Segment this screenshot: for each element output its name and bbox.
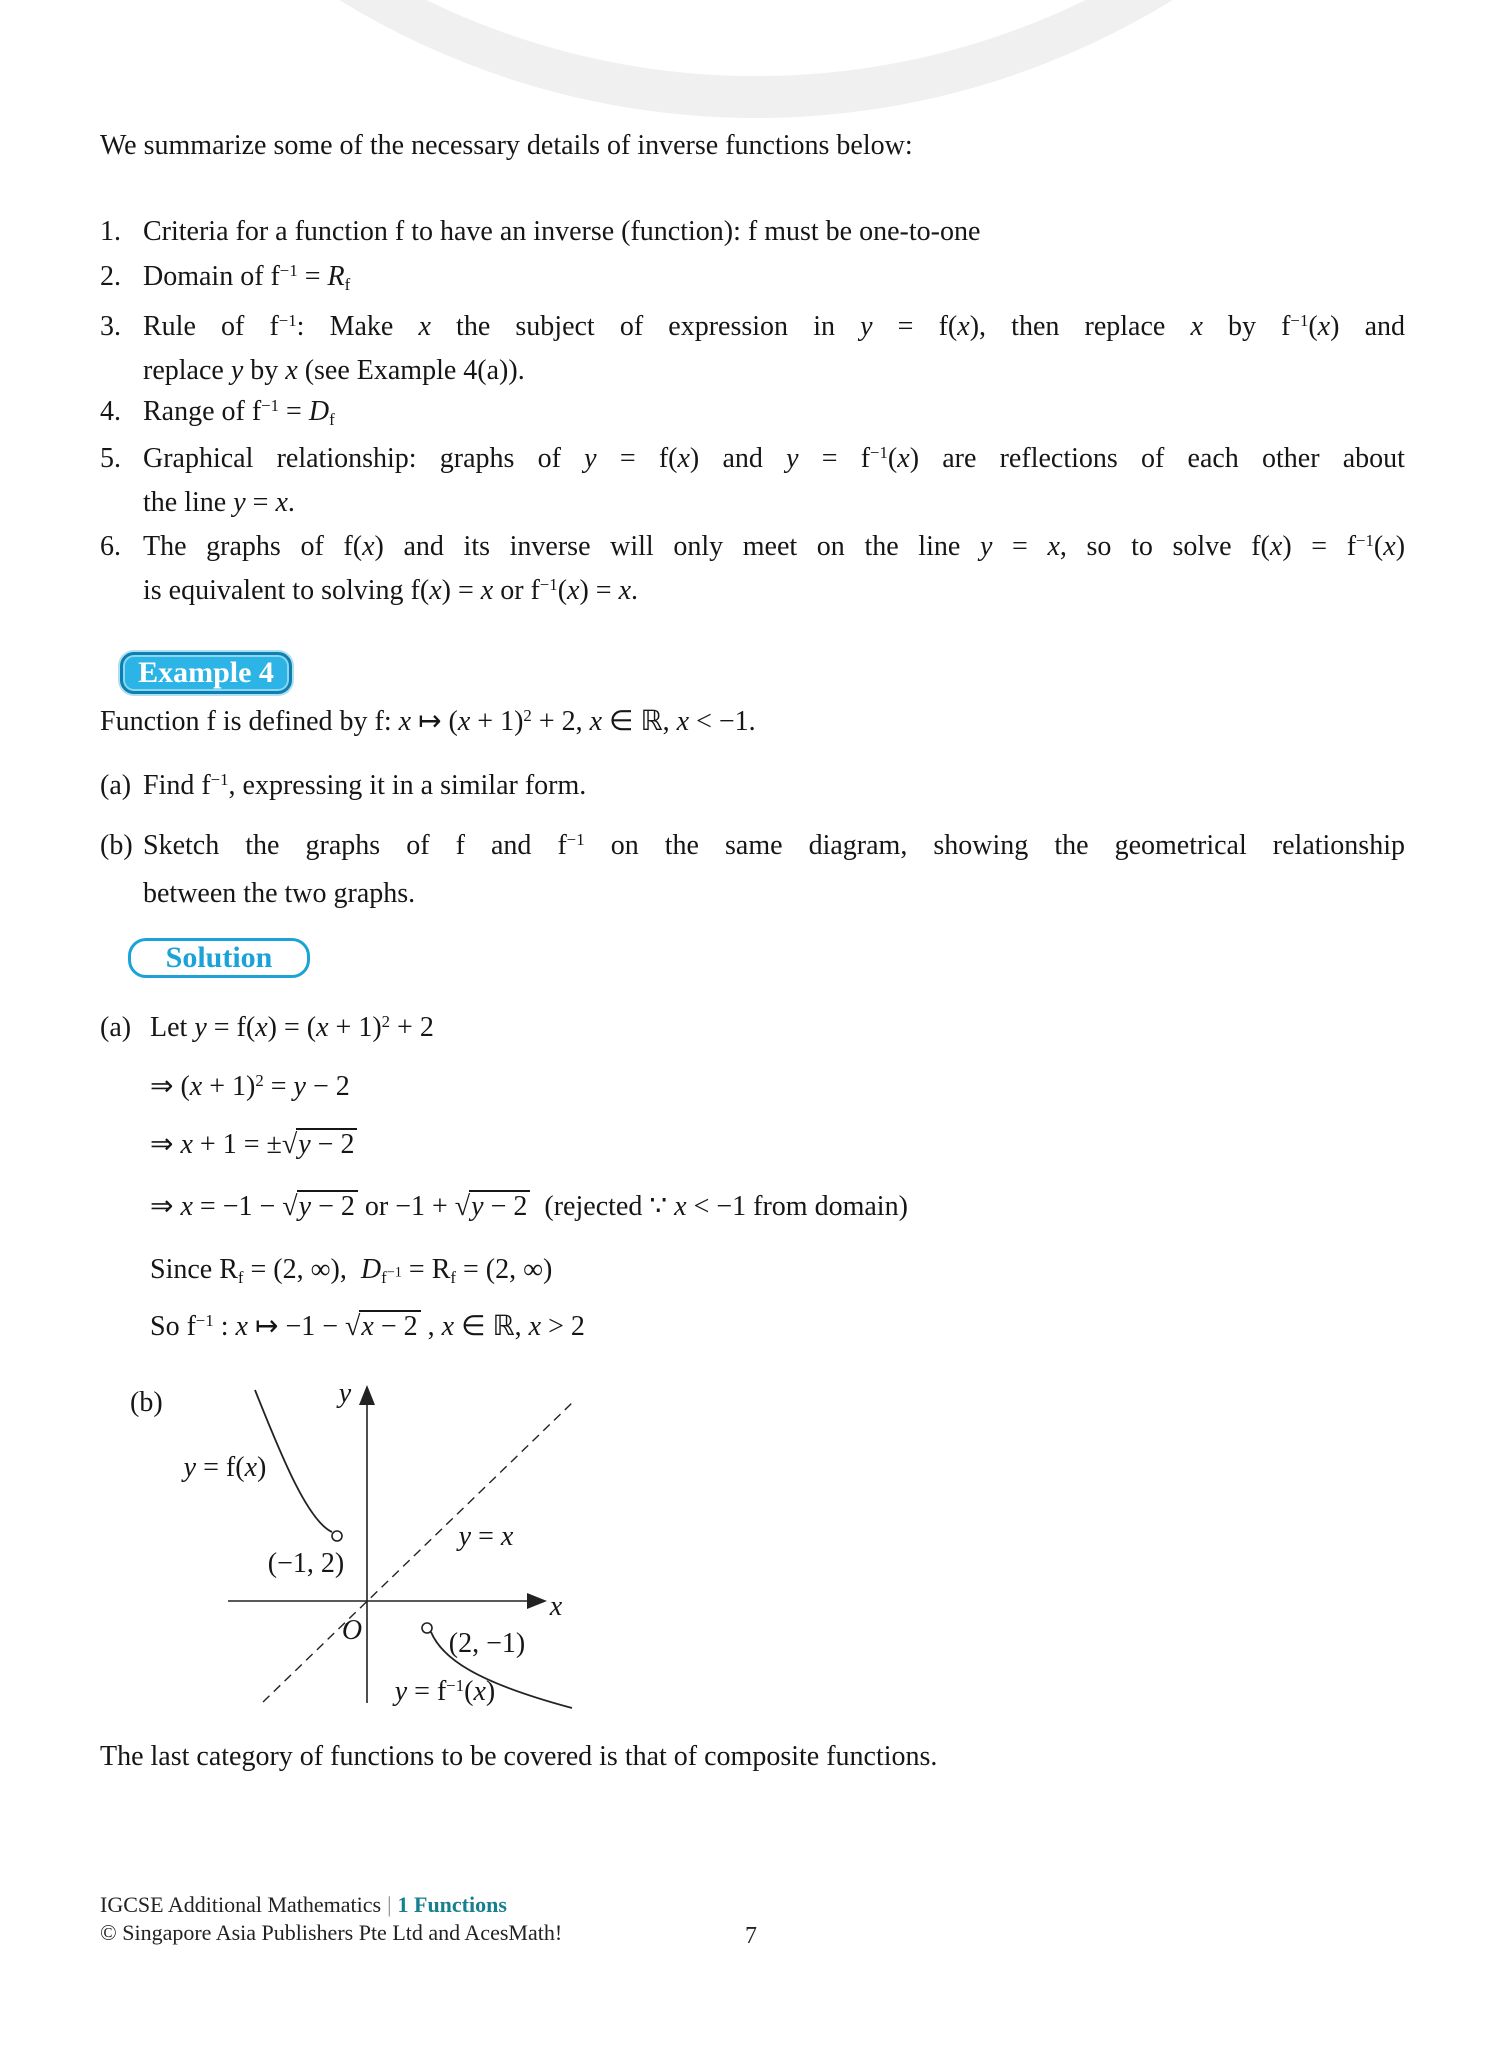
- example-statement: Function f is defined by f: x ↦ $(x + 1)^2 + 2$, x ∈ ℝ, x < −1.: [100, 705, 756, 737]
- list-text-line: the line y = x.: [143, 487, 295, 518]
- list-text-line: is equivalent to solving f(x) = x or $f^{-1}(x) = x$.: [143, 574, 639, 606]
- solution-line-5: Since $R_f = (2$, ∞), $D_{f^{-1}} = R_f = (2$, ∞): [150, 1254, 553, 1288]
- intro-text: We summarize some of the necessary details of inverse functions below:: [100, 130, 913, 161]
- solution-line-1: Let $y = f(x) = (x + 1)^2 + 2$: [150, 1011, 434, 1043]
- part-b-label: (b): [100, 830, 133, 861]
- finv-curve-label: $y = f^{-1}(x)$: [394, 1675, 496, 1707]
- footer-book-line: [100, 1892, 507, 1918]
- x-axis-label: x: [549, 1591, 563, 1622]
- footer-copyright: © Singapore Asia Publishers Pte Ltd and AcesMath!: [100, 1920, 563, 1945]
- list-number: 6.: [100, 531, 121, 562]
- part-b-text-line: Sketch the graphs of f and $f^{-1}$ on the same diagram, showing the geometrical relationship: [143, 829, 1405, 861]
- list-text: Criteria for a function f to have an inverse (function): f must be one-to-one: [143, 216, 981, 247]
- finv-open-endpoint: [422, 1623, 432, 1633]
- list-item-3: [100, 305, 1405, 393]
- part-a-label: (a): [100, 770, 132, 801]
- page-number: 7: [745, 1923, 757, 1949]
- part-b-text-line: between the two graphs.: [143, 878, 416, 909]
- graph-figure: [130, 1380, 610, 1770]
- example-badge: [120, 652, 292, 694]
- list-text-line: Rule of $f^{-1}$: Make x the subject of expression in y = f(x), then replace x by $f^{-1}(x)$ and: [143, 310, 1405, 342]
- list-text: Domain of $f^{-1} = R_f$: [143, 260, 351, 295]
- y-axis-label: y: [338, 1378, 352, 1409]
- finv-endpoint-label: (2, −1): [448, 1628, 526, 1659]
- list-item-1: [100, 210, 1405, 254]
- identity-line-label: y = x: [458, 1521, 514, 1552]
- solution-line-3: ⇒ x + 1 = ±√y − 2: [150, 1125, 357, 1165]
- solution-line-6: So $f^{-1}$ : x ↦ −1 − √x − 2 , x ∈ ℝ, x > 2: [150, 1310, 585, 1342]
- origin-label: O: [341, 1615, 363, 1646]
- part-a-text: Find $f^{-1}$, expressing it in a similar form.: [143, 769, 587, 801]
- footer-separator: |: [387, 1892, 392, 1917]
- list-number: 2.: [100, 261, 121, 292]
- f-curve-label: y = f(x): [183, 1452, 267, 1483]
- list-text-line: The graphs of f(x) and its inverse will only meet on the line y = x, so to solve $f(x) = f^{-1}(x)$: [143, 530, 1406, 562]
- list-item-6: [100, 525, 1405, 613]
- graph-canvas: [130, 1380, 610, 1770]
- list-item-5: [100, 437, 1405, 525]
- footer-book-title: IGCSE Additional Mathematics: [100, 1892, 382, 1917]
- list-item-4: [100, 390, 1405, 434]
- solution-line-2: ⇒ $(x + 1)^2 = y - 2$: [150, 1070, 350, 1102]
- y-axis-arrow-icon: [359, 1385, 375, 1405]
- list-text-line: Graphical relationship: graphs of y = f(x) and $y = f^{-1}(x)$ are reflections of each other about: [143, 442, 1405, 474]
- footer-chapter: 1 Functions: [397, 1892, 507, 1917]
- solution-badge-label: Solution: [165, 941, 273, 974]
- example-part-a: [100, 762, 1405, 810]
- list-number: 1.: [100, 216, 121, 247]
- solution-line-4: ⇒ x = −1 − √y − 2 or −1 + √y − 2 (rejected ∵ x < −1 from domain): [150, 1191, 908, 1222]
- list-item-2: [100, 255, 1405, 299]
- solution-part-b-label: (b): [130, 1387, 163, 1418]
- list-text: Range of $f^{-1} = D_f$: [143, 395, 335, 430]
- list-text-line: replace y by x (see Example 4(a)).: [143, 355, 525, 386]
- decorative-ring-watermark: [0, 0, 1502, 118]
- list-number: 4.: [100, 396, 121, 427]
- x-axis-arrow-icon: [527, 1593, 547, 1609]
- f-endpoint-label: (−1, 2): [267, 1548, 345, 1579]
- closing-text: The last category of functions to be covered is that of composite functions.: [100, 1741, 938, 1772]
- solution-badge: [128, 938, 310, 978]
- list-number: 3.: [100, 311, 121, 342]
- f-curve: [255, 1390, 332, 1532]
- example-badge-label: Example 4: [138, 656, 274, 689]
- list-number: 5.: [100, 443, 121, 474]
- example-part-b: [100, 822, 1405, 918]
- f-open-endpoint: [332, 1531, 342, 1541]
- solution-part-a-label: (a): [100, 1012, 132, 1043]
